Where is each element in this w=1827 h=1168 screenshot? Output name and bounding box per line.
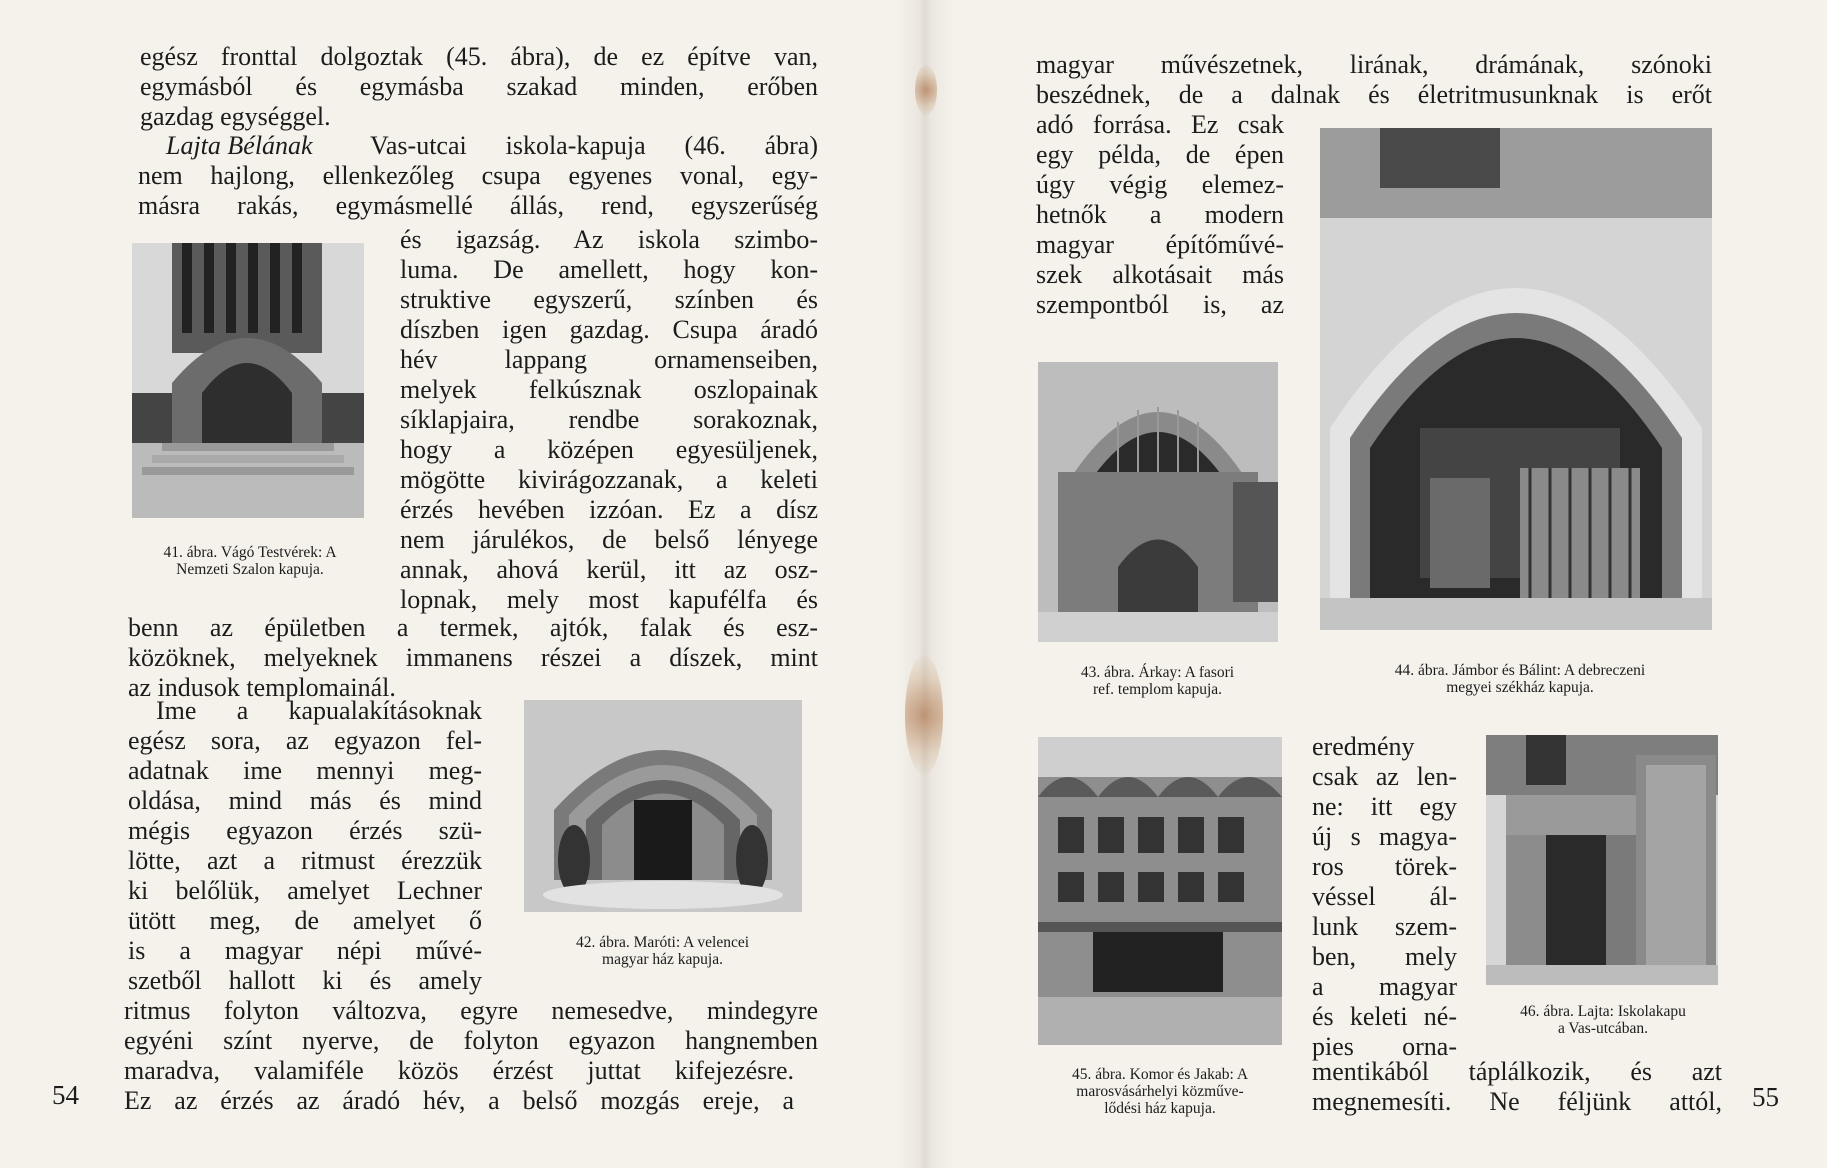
text-line: gazdag egységgel. <box>140 102 331 131</box>
text-line: közöknek, melyeknek immanens részei a díszek, mint <box>128 643 818 672</box>
caption-line: Nemzeti Szalon kapuja. <box>176 561 324 578</box>
text-line: és igazság. Az iskola szimbo- <box>400 225 818 254</box>
text-line: benn az épületben a termek, ajtók, falak és esz- <box>128 613 818 642</box>
text-line: maradva, valamiféle közös érzést juttat kifejezésre. <box>124 1056 794 1085</box>
text-line: díszben igen gazdag. Csupa áradó <box>400 315 818 344</box>
caption-line: 46. ábra. Lajta: Iskolakapu <box>1520 1003 1686 1020</box>
text-line: hév lappang ornamenseiben, <box>400 345 818 374</box>
text-line: magyar művészetnek, lirának, drámának, szónoki <box>1036 50 1712 79</box>
caption-line: 44. ábra. Jámbor és Bálint: A debreczeni <box>1394 662 1646 679</box>
caption-line: a Vas-utcában. <box>1557 1020 1649 1037</box>
figure-42-caption <box>515 934 810 968</box>
text-line: Ez az érzés az áradó hév, a belső mozgás ereje, a <box>124 1086 794 1115</box>
caption-line: 41. ábra. Vágó Testvérek: A <box>163 544 337 561</box>
figure-44-photo <box>1320 128 1712 630</box>
caption-line: 45. ábra. Komor és Jakab: A <box>1071 1066 1249 1083</box>
text-line: véssel ál- <box>1312 882 1457 911</box>
text-line: a magyar <box>1312 972 1457 1001</box>
text-line: ütött meg, de amelyet ő <box>128 906 482 935</box>
text-line: másra rakás, egymásmellé állás, rend, egyszerűség <box>138 191 818 220</box>
figure-45-photo <box>1038 737 1282 1045</box>
text-line: luma. De amellett, hogy kon- <box>400 255 818 284</box>
text-line: és keleti né- <box>1312 1002 1457 1031</box>
caption-line: lődési ház kapuja. <box>1104 1100 1216 1117</box>
text-line: egy példa, de épen <box>1036 140 1284 169</box>
text-line: nem járulékos, de belső lényege <box>400 525 818 554</box>
caption-line: 42. ábra. Maróti: A velencei <box>575 934 750 951</box>
text-line: csak az len- <box>1312 762 1457 791</box>
text-line: szek alkotásait más <box>1036 260 1284 289</box>
text-line: érzés hevében izzóan. Ez a dísz <box>400 495 818 524</box>
figure-43-photo <box>1038 362 1278 642</box>
text-line: szempontból is, az <box>1036 290 1284 319</box>
text-line: Ime a kapualakításoknak <box>156 696 482 725</box>
caption-line: magyar ház kapuja. <box>602 951 723 968</box>
figure-44-caption <box>1325 662 1715 696</box>
text-line: ne: itt egy <box>1312 792 1457 821</box>
figure-45-caption <box>1030 1066 1290 1117</box>
text-line: egész sora, az egyazon fel- <box>128 726 482 755</box>
page-number-right: 55 <box>1752 1082 1779 1112</box>
rust-stain <box>915 65 937 115</box>
text-line: lötte, azt a ritmust érezzük <box>128 846 482 875</box>
text-line: beszédnek, de a dalnak és életritmusunknak is erőt <box>1036 80 1712 109</box>
text-line: lunk szem- <box>1312 912 1457 941</box>
text-line: adatnak ime mennyi meg- <box>128 756 482 785</box>
text-line: adó forrása. Ez csak <box>1036 110 1284 139</box>
text-line: az indusok templomainál. <box>128 673 396 702</box>
text-line: új s magya- <box>1312 822 1457 851</box>
figure-46-caption <box>1478 1003 1728 1037</box>
text-line: egész fronttal dolgoztak (45. ábra), de ez építve van, <box>140 42 818 71</box>
figure-46-photo <box>1486 735 1718 985</box>
text-line: is a magyar népi művé- <box>128 936 482 965</box>
text-line: szetből hallott ki és amely <box>128 966 482 995</box>
text-line: eredmény <box>1312 732 1415 761</box>
figure-42-photo <box>524 700 802 912</box>
text-line: nem hajlong, ellenkezőleg csupa egyenes vonal, egy- <box>138 161 818 190</box>
caption-line: 43. ábra. Árkay: A fasori <box>1080 664 1235 681</box>
text-line: hetnők a modern <box>1036 200 1284 229</box>
text-line: egyéni színt nyerve, de folyton egyazon hangnemben <box>124 1026 818 1055</box>
page-number-left: 54 <box>52 1080 79 1110</box>
text-line: magyar építőművé- <box>1036 230 1284 259</box>
text-line: hogy a középen egyesüljenek, <box>400 435 818 464</box>
text-line: ki belőlük, amelyet Lechner <box>128 876 482 905</box>
caption-line: megyei székház kapuja. <box>1446 679 1594 696</box>
rust-stain <box>905 655 943 775</box>
text-line: mégis egyazon érzés szü- <box>128 816 482 845</box>
text-line: síklapjaira, rendbe sorakoznak, <box>400 405 818 434</box>
text-line: struktive egyszerű, színben és <box>400 285 818 314</box>
text-line: ritmus folyton változva, egyre nemesedve, mindegyre <box>124 996 818 1025</box>
text-line: melyek felkúsznak oszlopainak <box>400 375 818 404</box>
text-line: annak, ahová kerül, itt az osz- <box>400 555 818 584</box>
book-spine <box>895 0 955 1168</box>
text-line: oldása, mind más és mind <box>128 786 482 815</box>
text-line: egymásból és egymásba szakad minden, erőben <box>140 72 818 101</box>
text-line: ros törek- <box>1312 852 1457 881</box>
text-line: lopnak, mely most kapufélfa és <box>400 585 818 614</box>
text-line: mögötte kivirágozzanak, a keleti <box>400 465 818 494</box>
text-line: pies orna- <box>1312 1032 1457 1061</box>
caption-line: ref. templom kapuja. <box>1092 681 1223 698</box>
caption-line: marosvásárhelyi közműve- <box>1076 1083 1244 1100</box>
figure-41-photo <box>132 243 364 518</box>
text-line: Vas-utcai iskola-kapuja (46. ábra) <box>370 131 818 160</box>
text-line: úgy végig elemez- <box>1036 170 1284 199</box>
figure-43-caption <box>1025 664 1290 698</box>
text-line: megnemesíti. Ne féljünk attól, <box>1312 1087 1722 1116</box>
figure-41-caption <box>125 544 375 578</box>
author-name: Lajta Bélának <box>166 131 313 160</box>
text-line: mentikából táplálkozik, és azt <box>1312 1057 1722 1086</box>
text-line: ben, mely <box>1312 942 1457 971</box>
text-line-italic <box>166 131 313 161</box>
